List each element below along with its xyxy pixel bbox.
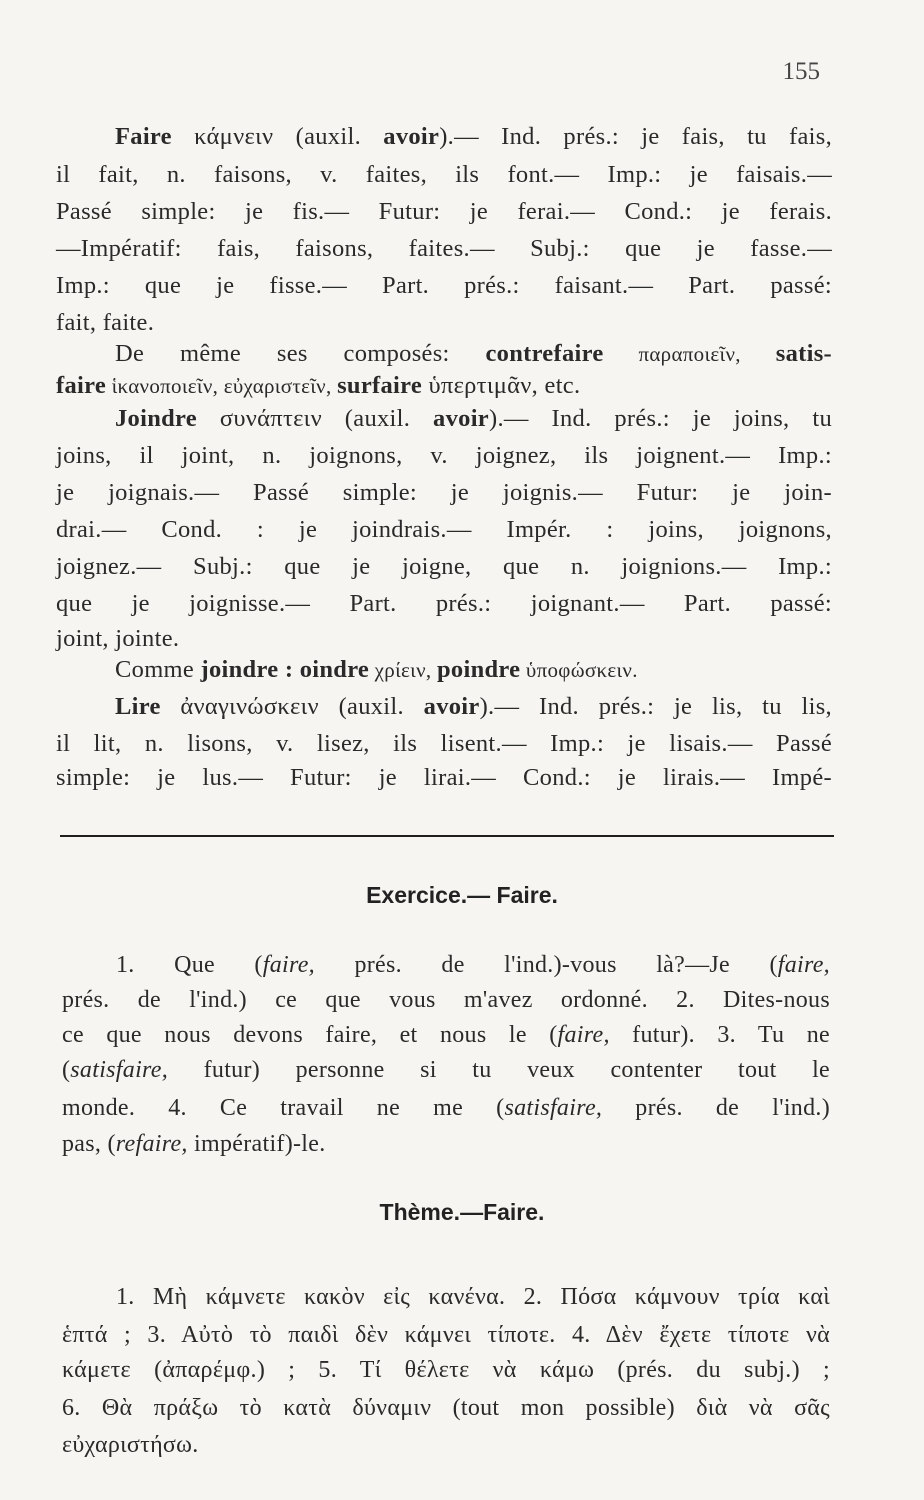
body-line-10: joins, il joint, n. joignons, v. joignez, ils joignent.— Imp.: [56,442,832,469]
theme-line-2: ἑπτά ; 3. Αὐτὸ τὸ παιδὶ δὲν κάμνει τίποτε. 4. Δὲν ἔχετε τίποτε νὰ [62,1322,830,1348]
body-line-17: Lire ἀναγινώσκειν (auxil. avoir).— Ind. prés.: je lis, tu lis, [115,693,832,720]
exercice-line-2: prés. de l'ind.) ce que vous m'avez ordonné. 2. Dites-nous [62,987,830,1013]
verb-contrefaire: contrefaire [485,340,604,367]
body-line-7: De même ses composés: contrefaire παραποιεῖν, satis- [115,340,832,367]
body-line-1: Faire κάμνειν (auxil. avoir).— Ind. prés.: je fais, tu fais, [115,123,833,150]
exercice-heading: Exercice.— Faire. [366,882,558,908]
body-line-5: Imp.: que je fisse.— Part. prés.: faisant.— Part. passé: [56,272,832,299]
section-divider [60,835,834,837]
exercice-line-6: pas, (refaire, impératif)-le. [62,1131,326,1157]
body-line-8: faire ἱκανοποιεῖν, εὐχαριστεῖν, surfaire ὑπερτιμᾶν, etc. [56,372,581,399]
theme-line-1: 1. Μὴ κάμνετε κακὸν εἰς κανένα. 2. Πόσα κάμνουν τρία καὶ [116,1284,830,1310]
body-line-12: drai.— Cond. : je joindrais.— Impér. : joins, joignons, [56,516,832,543]
exercice-line-1: 1. Que (faire, prés. de l'ind.)-vous là?—Je (faire, [116,952,830,978]
theme-heading: Thème.—Faire. [379,1199,545,1225]
body-line-15: joint, jointe. [56,625,180,652]
body-line-2: il fait, n. faisons, v. faites, ils font.— Imp.: je faisais.— [56,161,832,188]
verb-oindre: joindre : oindre [200,656,370,683]
exercice-line-5: monde. 4. Ce travail ne me (satisfaire, prés. de l'ind.) [62,1095,830,1121]
body-line-19: simple: je lus.— Futur: je lirai.— Cond.: je lirais.— Impé- [56,764,832,791]
body-line-13: joignez.— Subj.: que je joigne, que n. joignions.— Imp.: [56,553,832,580]
verb-satisfaire: faire [56,372,107,399]
page-number: 155 [782,58,820,85]
body-line-16: Comme joindre : oindre χρίειν, poindre ὑποφώσκειν. [115,656,638,683]
body-line-9: Joindre συνάπτειν (auxil. avoir).— Ind. prés.: je joins, tu [115,405,832,432]
theme-line-4: 6. Θὰ πράξω τὸ κατὰ δύναμιν (tout mon possible) διὰ νὰ σᾶς [62,1395,830,1421]
verb-poindre: poindre [437,656,521,683]
body-line-6: fait, faite. [56,309,155,336]
verb-surfaire: surfaire [337,372,423,399]
exercice-line-3: ce que nous devons faire, et nous le (faire, futur). 3. Tu ne [62,1022,830,1048]
exercice-line-4: (satisfaire, futur) personne si tu veux contenter tout le [62,1057,830,1083]
body-line-11: je joignais.— Passé simple: je joignis.— Futur: je join- [56,479,832,506]
verb-lire: Lire [115,693,161,720]
theme-line-5: εὐχαριστήσω. [62,1432,199,1458]
body-line-18: il lit, n. lisons, v. lisez, ils lisent.— Imp.: je lisais.— Passé [56,730,832,757]
body-line-4: —Impératif: fais, faisons, faites.— Subj.: que je fasse.— [56,235,832,262]
body-line-14: que je joignisse.— Part. prés.: joignant.— Part. passé: [56,590,832,617]
theme-line-3: κάμετε (ἀπαρέμφ.) ; 5. Τί θέλετε νὰ κάμω (prés. du subj.) ; [62,1357,830,1383]
verb-joindre: Joindre [115,405,197,432]
verb-faire: Faire [115,123,172,150]
body-line-3: Passé simple: je fis.— Futur: je ferai.— Cond.: je ferais. [56,198,832,225]
